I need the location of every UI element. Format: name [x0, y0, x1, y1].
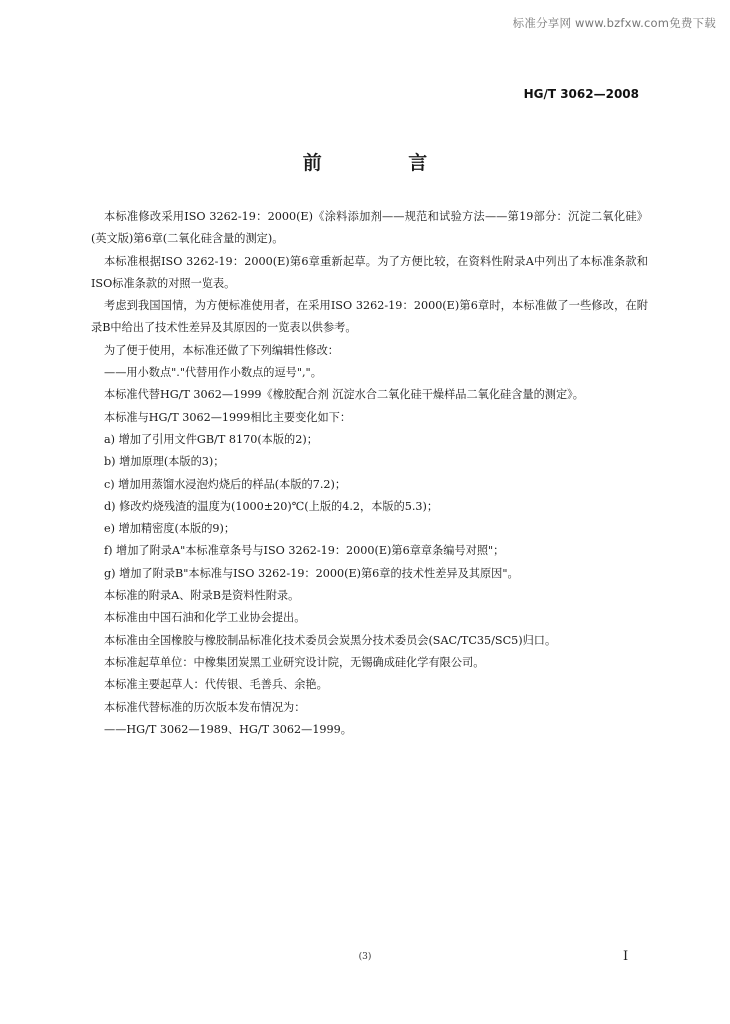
list-item-g: g) 增加了附录B"本标准与ISO 3262-19：2000(E)第6章的技术性差异及其原因"。 — [104, 566, 519, 580]
roman-page-numeral: I — [623, 949, 629, 964]
standard-code: HG/T 3062—2008 — [523, 87, 639, 101]
paragraph-centralized-by: 本标准由全国橡胶与橡胶制品标准化技术委员会炭黑分技术委员会(SAC/TC35/SC5)归口。 — [104, 633, 557, 647]
paragraph-drafters: 本标准主要起草人：代传银、毛善兵、余艳。 — [104, 678, 328, 692]
paragraph-history-intro: 本标准代替标准的历次版本发布情况为： — [104, 700, 306, 714]
watermark-text: 标准分享网 www.bzfxw.com免费下载 — [512, 16, 716, 30]
foreword-body — [91, 206, 648, 741]
page-title: 前 言 — [302, 152, 468, 174]
paragraph-annexes: 本标准的附录A、附录B是资料性附录。 — [104, 589, 300, 603]
list-item-c: c) 增加用蒸馏水浸泡灼烧后的样品(本版的7.2)； — [104, 477, 347, 491]
paragraph-replaces: 本标准代替HG/T 3062—1999《橡胶配合剂 沉淀水合二氧化硅干燥样品二氧化硅含量的测定》。 — [104, 388, 584, 402]
paragraph-drafting-units: 本标准起草单位：中橡集团炭黑工业研究设计院，无锡确成硅化学有限公司。 — [104, 655, 485, 669]
paragraph-history-versions: ——HG/T 3062—1989、HG/T 3062—1999。 — [104, 722, 352, 736]
paragraph-redrafted: 本标准根据ISO 3262-19：2000(E)第6章重新起草。为了方便比较，在资料性附录A中列出了本标准条款和ISO标准条款的对照一览表。 — [91, 254, 648, 290]
paragraph-modifications: 考虑到我国国情，为方便标准使用者，在采用ISO 3262-19：2000(E)第6章时，本标准做了一些修改，在附录B中给出了技术性差异及其原因的一览表以供参考。 — [91, 299, 648, 335]
list-item-f: f) 增加了附录A"本标准章条号与ISO 3262-19：2000(E)第6章章条编号对照"； — [104, 544, 505, 558]
paragraph-editorial: 为了便于使用，本标准还做了下列编辑性修改： — [104, 343, 339, 357]
paragraph-decimal-point: ——用小数点"."代替用作小数点的逗号","。 — [104, 366, 322, 380]
list-item-e: e) 增加精密度(本版的9)； — [104, 522, 236, 536]
paragraph-changes-intro: 本标准与HG/T 3062—1999相比主要变化如下： — [104, 410, 352, 424]
paragraph-proposed-by: 本标准由中国石油和化学工业协会提出。 — [104, 611, 306, 625]
paragraph-adoption: 本标准修改采用ISO 3262-19：2000(E)《涂料添加剂——规范和试验方法——第19部分：沉淀二氧化硅》(英文版)第6章(二氧化硅含量的测定)。 — [91, 210, 648, 246]
list-item-d: d) 修改灼烧残渣的温度为(1000±20)℃(上版的4.2，本版的5.3)； — [104, 499, 439, 513]
list-item-b: b) 增加原理(本版的3)； — [104, 455, 225, 469]
page-number: (3) — [358, 952, 372, 962]
list-item-a: a) 增加了引用文件GB/T 8170(本版的2)； — [104, 432, 318, 446]
